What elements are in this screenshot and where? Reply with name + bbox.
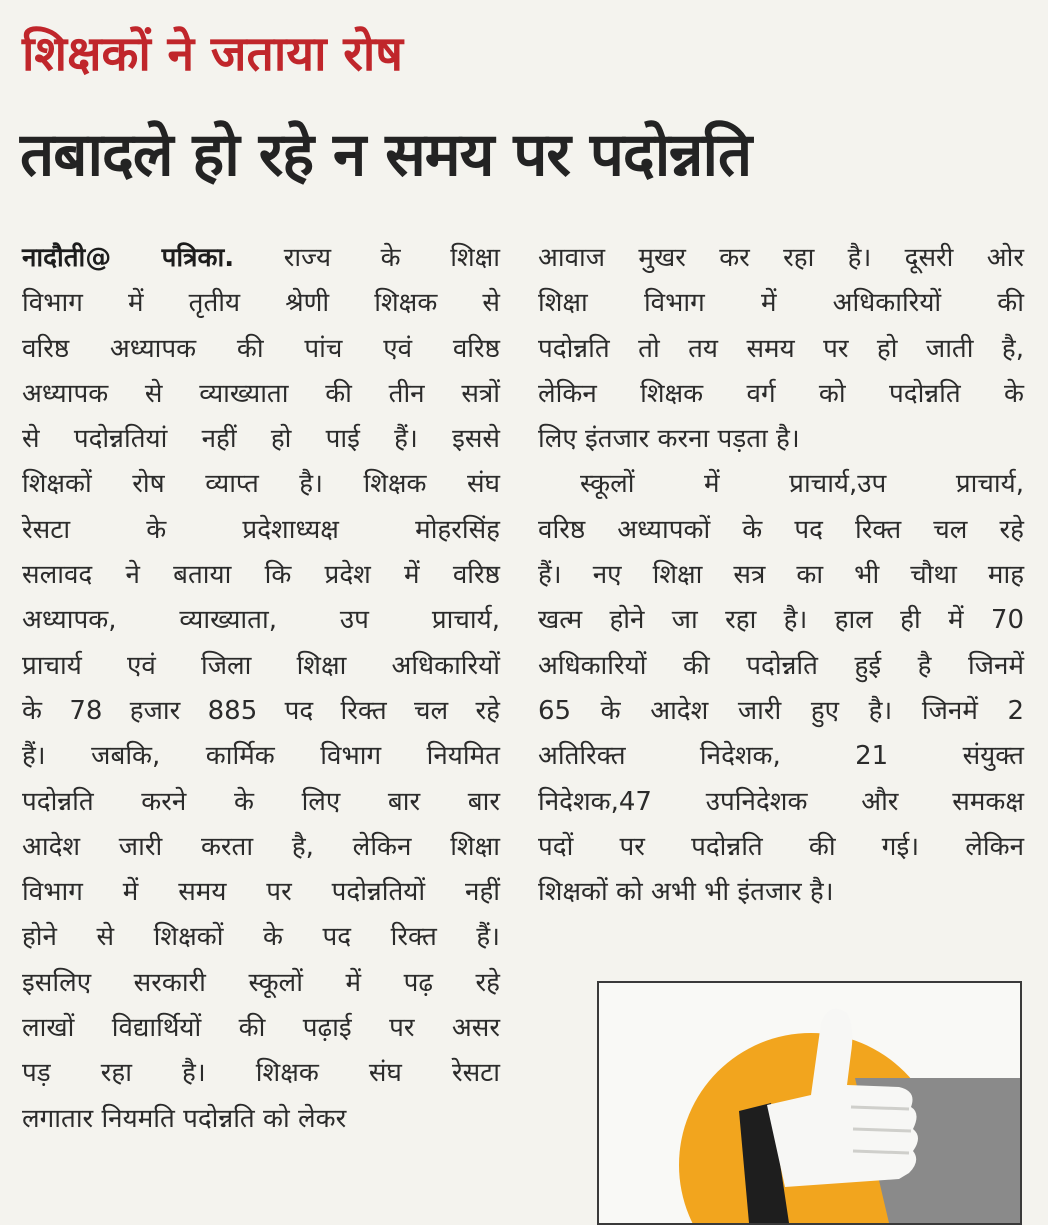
article-column-left <box>22 236 500 1142</box>
body-line: पड़ रहा है। शिक्षक संघ रेसटा <box>22 1058 500 1089</box>
thumbs-up-icon <box>599 983 1020 1223</box>
body-line: लिए इंतजार करना पड़ता है। <box>538 424 800 455</box>
body-line: वरिष्ठ अध्यापक की पांच एवं वरिष्ठ <box>22 333 500 364</box>
thumbs-up-graphic <box>597 981 1022 1225</box>
body-line: सलावद ने बताया कि प्रदेश में वरिष्ठ <box>22 560 500 591</box>
body-line: 65 के आदेश जारी हुए है। जिनमें 2 <box>538 695 1024 726</box>
body-line: अतिरिक्त निदेशक, 21 संयुक्त <box>538 741 1024 772</box>
article-column-right <box>538 236 1024 915</box>
body-line: के 78 हजार 885 पद रिक्त चल रहे <box>22 695 500 726</box>
body-line: विभाग में तृतीय श्रेणी शिक्षक से <box>22 288 500 319</box>
body-line: शिक्षा विभाग में अधिकारियों की <box>538 288 1024 319</box>
body-line: इसलिए सरकारी स्कूलों में पढ़ रहे <box>22 967 500 998</box>
dateline: नादौती@ पत्रिका. <box>22 243 235 273</box>
body-line: प्राचार्य एवं जिला शिक्षा अधिकारियों <box>22 650 500 681</box>
body-line: स्कूलों में प्राचार्य,उप प्राचार्य, <box>580 469 1024 500</box>
body-line: पदों पर पदोन्नति की गई। लेकिन <box>538 831 1024 862</box>
body-line: शिक्षकों रोष व्याप्त है। शिक्षक संघ <box>22 469 500 500</box>
body-line: पदोन्नति तो तय समय पर हो जाती है, <box>538 333 1024 364</box>
body-line: हैं। जबकि, कार्मिक विभाग नियमित <box>22 741 500 772</box>
body-line: अध्यापक से व्याख्याता की तीन सत्रों <box>22 378 500 409</box>
body-line: से पदोन्नतियां नहीं हो पाई हैं। इससे <box>22 424 500 455</box>
body-line: निदेशक,47 उपनिदेशक और समकक्ष <box>538 786 1024 817</box>
body-line: आदेश जारी करता है, लेकिन शिक्षा <box>22 831 500 862</box>
body-line: आवाज मुखर कर रहा है। दूसरी ओर <box>538 243 1024 273</box>
body-line: वरिष्ठ अध्यापकों के पद रिक्त चल रहे <box>538 514 1024 545</box>
body-line: लगातार नियमति पदोन्नति को लेकर <box>22 1103 347 1134</box>
body-line <box>22 236 500 281</box>
body-line: खत्म होने जा रहा है। हाल ही में 70 <box>538 605 1024 636</box>
body-line: लेकिन शिक्षक वर्ग को पदोन्नति के <box>538 378 1024 409</box>
body-line: रेसटा के प्रदेशाध्यक्ष मोहरसिंह <box>22 514 500 545</box>
body-line: पदोन्नति करने के लिए बार बार <box>22 786 500 817</box>
body-line: शिक्षकों को अभी भी इंतजार है। <box>538 877 834 908</box>
article-kicker: शिक्षकों ने जताया रोष <box>22 26 404 82</box>
article-headline: तबादले हो रहे न समय पर पदोन्नति <box>20 120 752 190</box>
body-line: हैं। नए शिक्षा सत्र का भी चौथा माह <box>538 560 1024 591</box>
body-line: होने से शिक्षकों के पद रिक्त हैं। <box>22 922 500 953</box>
body-line: विभाग में समय पर पदोन्नतियों नहीं <box>22 877 500 908</box>
body-line: अधिकारियों की पदोन्नति हुई है जिनमें <box>538 650 1024 681</box>
body-line: लाखों विद्यार्थियों की पढ़ाई पर असर <box>22 1013 500 1044</box>
body-line: अध्यापक, व्याख्याता, उप प्राचार्य, <box>22 605 500 636</box>
body-text: राज्य के शिक्षा <box>283 243 500 273</box>
